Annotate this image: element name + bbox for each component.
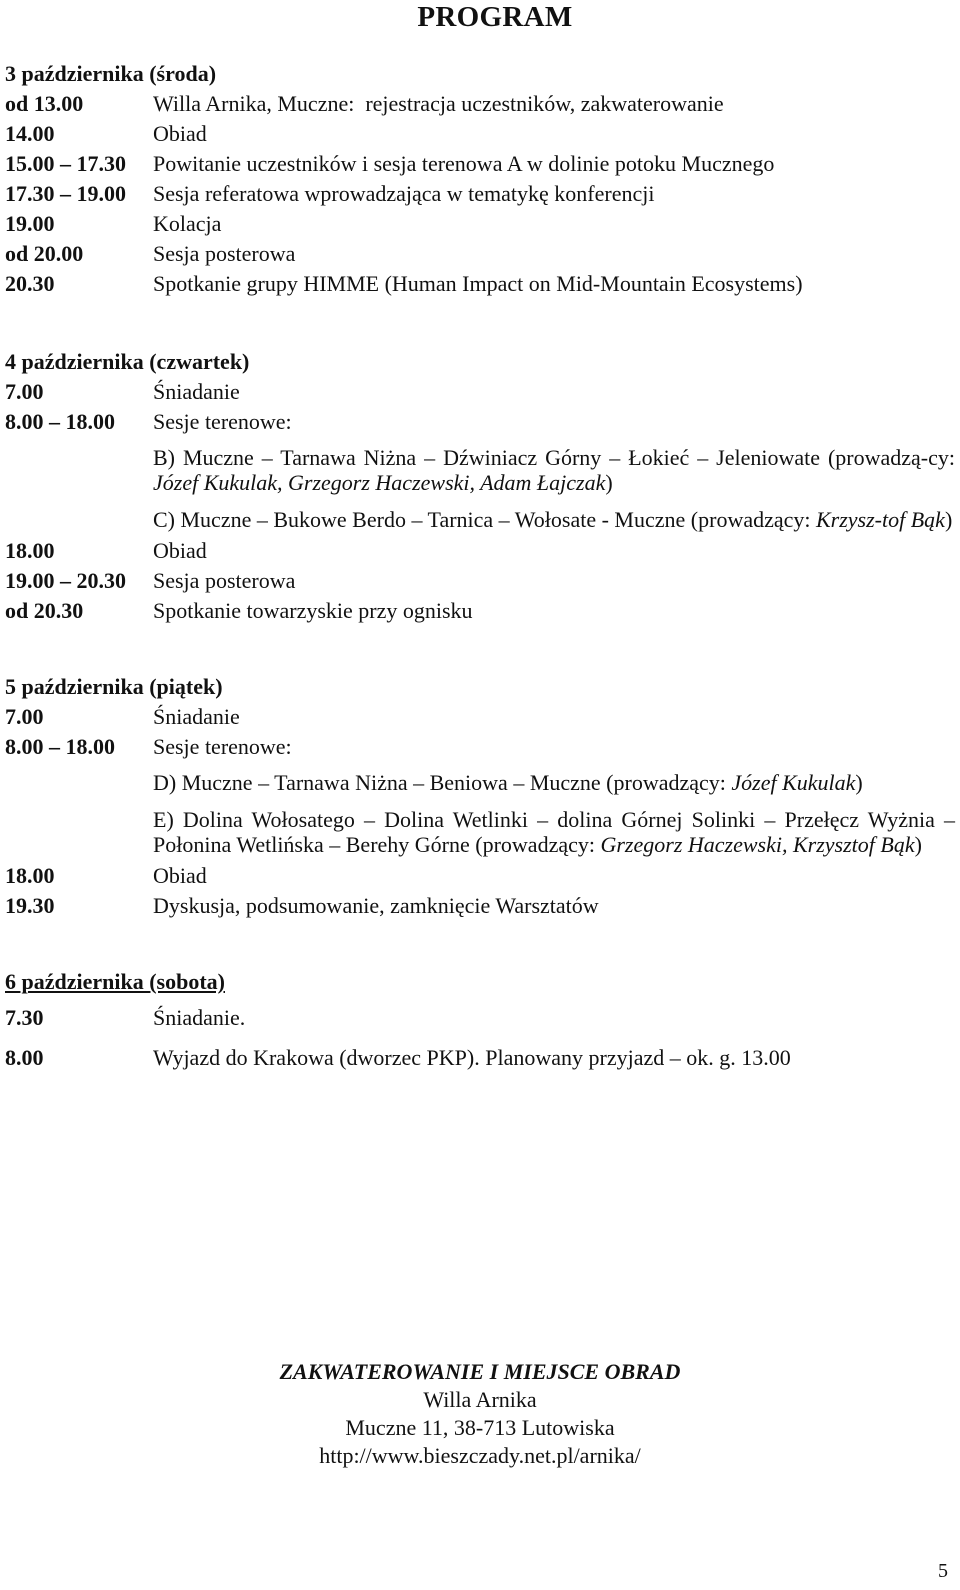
schedule-row — [5, 149, 955, 179]
route-item — [153, 445, 955, 495]
schedule-time: 17.30 – 19.00 — [5, 181, 126, 206]
schedule-desc: Dyskusja, podsumowanie, zamknięcie Warsztatów — [153, 893, 599, 918]
schedule-row — [5, 377, 955, 407]
route-leaders: Józef Kukulak — [731, 770, 856, 795]
schedule-desc: Śniadanie — [153, 379, 240, 404]
schedule-desc: Obiad — [153, 863, 207, 888]
schedule-row — [5, 119, 955, 149]
schedule-time: 18.00 — [5, 863, 55, 888]
schedule-desc: Sesja posterowa — [153, 568, 296, 593]
route-close: ) — [944, 507, 953, 532]
schedule-time: od 20.00 — [5, 241, 84, 266]
program-content — [5, 59, 955, 1073]
schedule-desc: Sesje terenowe: — [153, 409, 292, 434]
schedule-row — [5, 861, 955, 891]
schedule-time: 8.00 – 18.00 — [5, 409, 115, 434]
schedule-row — [5, 702, 955, 732]
schedule-row — [5, 209, 955, 239]
schedule-time: 20.30 — [5, 271, 55, 296]
schedule-row — [5, 179, 955, 209]
schedule-desc: Obiad — [153, 121, 207, 146]
schedule-time: 15.00 – 17.30 — [5, 151, 126, 176]
schedule-row — [5, 891, 955, 921]
schedule-desc: Obiad — [153, 538, 207, 563]
schedule-desc: Wyjazd do Krakowa (dworzec PKP). Planowany przyjazd – ok. g. 13.00 — [153, 1045, 791, 1070]
day-heading: 3 października (środa) — [5, 61, 217, 86]
schedule-time: 7.30 — [5, 1005, 44, 1030]
day-section-thursday — [5, 347, 955, 626]
schedule-desc: Sesja referatowa wprowadzająca w tematykę konferencji — [153, 181, 655, 206]
schedule-time: 19.00 — [5, 211, 55, 236]
schedule-row — [5, 566, 955, 596]
schedule-row — [5, 407, 955, 437]
schedule-desc: Śniadanie — [153, 704, 240, 729]
route-close: ) — [855, 770, 863, 795]
schedule-desc: Śniadanie. — [153, 1005, 246, 1030]
route-text: C) Muczne – Bukowe Berdo – Tarnica – Wołosate - Muczne (prowadzący: — [153, 507, 816, 532]
schedule-desc: Sesje terenowe: — [153, 734, 292, 759]
accommodation-footer — [0, 1358, 960, 1470]
schedule-desc: Sesja posterowa — [153, 241, 296, 266]
route-text: E) Dolina Wołosatego – Dolina Wetlinki – dolina Górnej Solinki – Przełęcz Wyżnia – Połonina Wetlińska – Berehy Górne (prowadzący: — [153, 807, 955, 857]
day-section-friday — [5, 672, 955, 921]
schedule-desc: Kolacja — [153, 211, 222, 236]
schedule-time: od 13.00 — [5, 91, 84, 116]
page-title: PROGRAM — [417, 1, 573, 33]
schedule-time: 7.00 — [5, 704, 44, 729]
schedule-row — [5, 1043, 955, 1073]
route-item — [153, 507, 955, 532]
route-text: D) Muczne – Tarnawa Niżna – Beniowa – Muczne (prowadzący: — [153, 770, 732, 795]
schedule-row — [5, 732, 955, 762]
footer-place: Willa Arnika — [423, 1387, 537, 1412]
schedule-time: 18.00 — [5, 538, 55, 563]
schedule-row — [5, 269, 955, 299]
schedule-time: 8.00 – 18.00 — [5, 734, 115, 759]
schedule-row — [5, 89, 955, 119]
day-heading: 6 października (sobota) — [5, 969, 225, 994]
schedule-row — [5, 596, 955, 626]
route-text: B) Muczne – Tarnawa Niżna – Dźwiniacz Górny – Łokieć – Jeleniowate (prowadzą-cy: — [153, 445, 955, 470]
schedule-desc: Willa Arnika, Muczne: rejestracja uczestników, zakwaterowanie — [153, 91, 724, 116]
footer-address: Muczne 11, 38-713 Lutowiska — [345, 1415, 615, 1440]
schedule-row — [5, 1003, 955, 1033]
schedule-time: 7.00 — [5, 379, 44, 404]
route-close: ) — [914, 832, 922, 857]
page-number: 5 — [938, 1560, 948, 1582]
route-leaders: Krzysz-tof Bąk — [816, 507, 945, 532]
schedule-row — [5, 536, 955, 566]
day-heading: 5 października (piątek) — [5, 674, 223, 699]
footer-url-link[interactable]: http://www.bieszczady.net.pl/arnika/ — [319, 1443, 641, 1468]
route-item — [153, 807, 955, 857]
route-close: ) — [605, 470, 613, 495]
route-item — [153, 770, 955, 795]
schedule-desc: Spotkanie grupy HIMME (Human Impact on Mid-Mountain Ecosystems) — [153, 271, 803, 296]
day-section-wednesday — [5, 59, 955, 299]
schedule-time: 19.00 – 20.30 — [5, 568, 126, 593]
schedule-time: od 20.30 — [5, 598, 84, 623]
day-heading: 4 października (czwartek) — [5, 349, 250, 374]
schedule-row — [5, 239, 955, 269]
route-leaders: Grzegorz Haczewski, Krzysztof Bąk — [600, 832, 915, 857]
route-leaders: Józef Kukulak, Grzegorz Haczewski, Adam Łajczak — [153, 470, 606, 495]
schedule-desc: Spotkanie towarzyskie przy ognisku — [153, 598, 473, 623]
footer-title: ZAKWATEROWANIE I MIEJSCE OBRAD — [279, 1359, 681, 1384]
schedule-time: 8.00 — [5, 1045, 44, 1070]
schedule-time: 14.00 — [5, 121, 55, 146]
schedule-desc: Powitanie uczestników i sesja terenowa A w dolinie potoku Mucznego — [153, 151, 775, 176]
day-section-saturday — [5, 967, 955, 1073]
schedule-time: 19.30 — [5, 893, 55, 918]
